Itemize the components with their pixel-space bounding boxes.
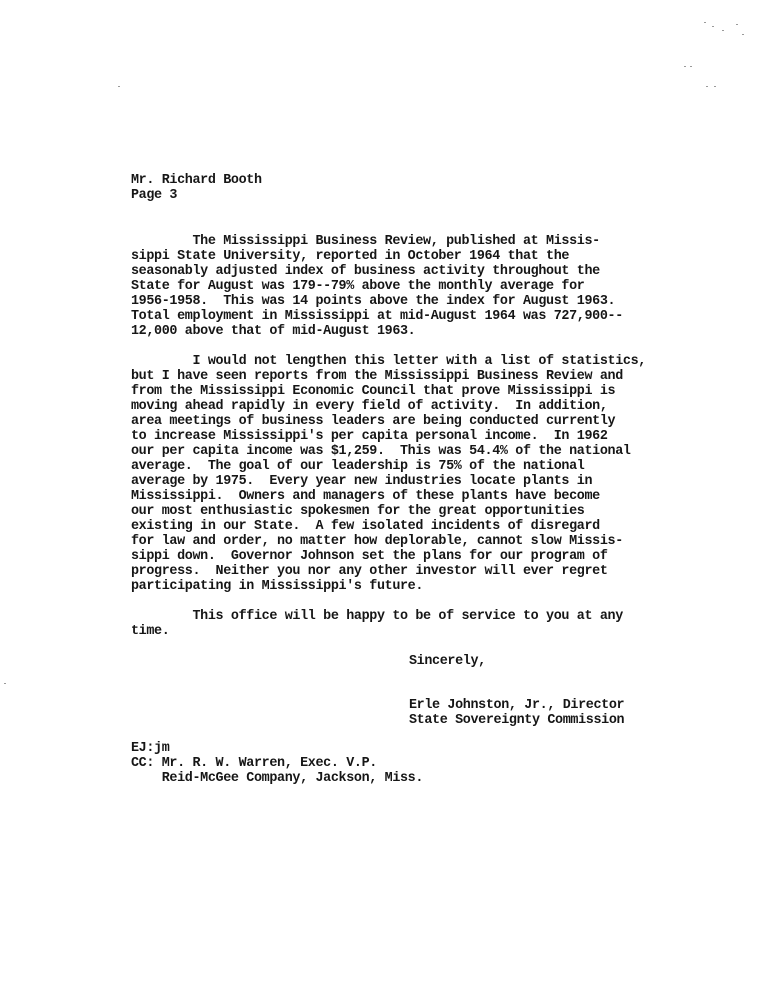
- cc-company: Reid-McGee Company, Jackson, Miss.: [131, 771, 424, 786]
- paragraph-line: from the Mississippi Economic Council that prove Mississippi is: [131, 384, 616, 399]
- paragraph-line: participating in Mississippi's future.: [131, 579, 424, 594]
- paragraph-line: Total employment in Mississippi at mid-August 1964 was 727,900--: [131, 309, 623, 324]
- addressee-name: Mr. Richard Booth: [131, 173, 262, 188]
- signer-office: State Sovereignty Commission: [409, 713, 625, 728]
- paragraph-line: moving ahead rapidly in every field of activity. In addition,: [131, 399, 608, 414]
- paragraph-line: sippi down. Governor Johnson set the plans for our program of: [131, 549, 608, 564]
- page-number: Page 3: [131, 188, 178, 203]
- paragraph-line: seasonably adjusted index of business activity throughout the: [131, 264, 600, 279]
- paragraph-line: The Mississippi Business Review, published at Missis-: [131, 234, 600, 249]
- paragraph-line: progress. Neither you nor any other investor will ever regret: [131, 564, 608, 579]
- paragraph-line: 12,000 above that of mid-August 1963.: [131, 324, 416, 339]
- paragraph-line: our per capita income was $1,259. This was 54.4% of the national: [131, 444, 631, 459]
- paragraph-line: but I have seen reports from the Mississippi Business Review and: [131, 369, 623, 384]
- paragraph-line: time.: [131, 624, 170, 639]
- paragraph-line: area meetings of business leaders are being conducted currently: [131, 414, 616, 429]
- cc-recipient: CC: Mr. R. W. Warren, Exec. V.P.: [131, 756, 377, 771]
- signer-name: Erle Johnston, Jr., Director: [409, 698, 625, 713]
- paragraph-line: 1956-1958. This was 14 points above the index for August 1963.: [131, 294, 616, 309]
- paragraph-line: existing in our State. A few isolated incidents of disregard: [131, 519, 600, 534]
- typist-initials: EJ:jm: [131, 741, 170, 756]
- paragraph-line: to increase Mississippi's per capita personal income. In 1962: [131, 429, 608, 444]
- paragraph-line: Mississippi. Owners and managers of these plants have become: [131, 489, 600, 504]
- paragraph-line: average by 1975. Every year new industries locate plants in: [131, 474, 593, 489]
- paragraph-line: I would not lengthen this letter with a list of statistics,: [131, 354, 646, 369]
- closing-salutation: Sincerely,: [409, 654, 486, 669]
- paragraph-line: This office will be happy to be of service to you at any: [131, 609, 623, 624]
- paragraph-line: average. The goal of our leadership is 75% of the national: [131, 459, 585, 474]
- paragraph-line: State for August was 179--79% above the monthly average for: [131, 279, 585, 294]
- paragraph-line: for law and order, no matter how deplorable, cannot slow Missis-: [131, 534, 623, 549]
- paragraph-line: sippi State University, reported in October 1964 that the: [131, 249, 570, 264]
- paragraph-line: our most enthusiastic spokesmen for the great opportunities: [131, 504, 585, 519]
